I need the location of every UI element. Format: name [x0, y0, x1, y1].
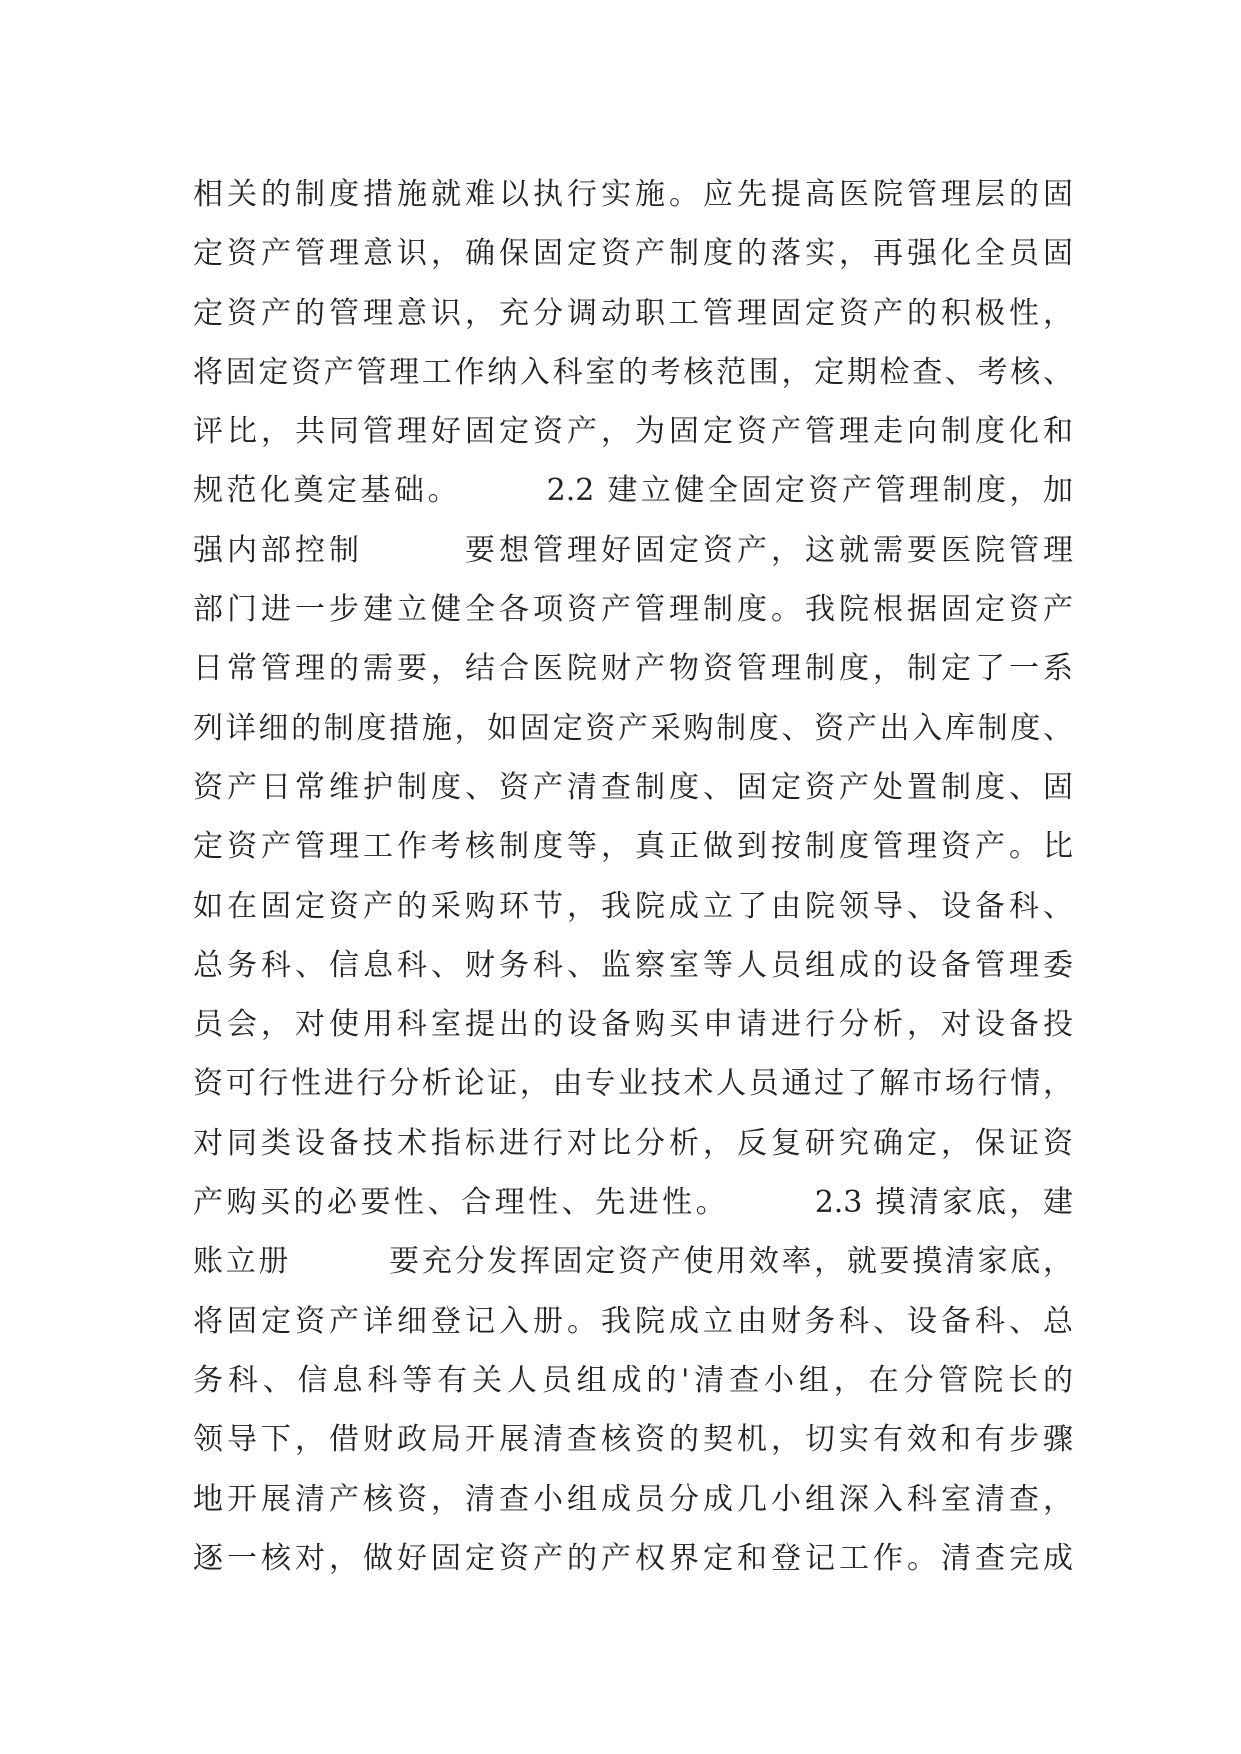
text-line: 定资产管理工作考核制度等，真正做到按制度管理资产。比 [193, 829, 1073, 865]
text-line: 地开展清产核资，清查小组成员分成几小组深入科室清查， [193, 1481, 1073, 1517]
text-line: 对同类设备技术指标进行对比分析，反复研究确定，保证资 [193, 1125, 1073, 1161]
text-line: 如在固定资产的采购环节，我院成立了由院领导、设备科、 [193, 888, 1073, 924]
text-line: 列详细的制度措施，如固定资产采购制度、资产出入库制度、 [193, 710, 1073, 746]
text-line: 相关的制度措施就难以执行实施。应先提高医院管理层的固 [193, 177, 1073, 212]
text-line: 定资产管理意识，确保固定资产制度的落实，再强化全员固 [193, 236, 1073, 272]
text-line: 账立册 要充分发挥固定资产使用效率，就要摸清家底， [193, 1244, 1073, 1280]
text-line: 务科、信息科等有关人员组成的'清查小组，在分管院长的 [193, 1362, 1073, 1398]
text-line: 产购买的必要性、合理性、先进性。 2.3 摸清家底，建 [193, 1185, 1073, 1221]
text-line: 总务科、信息科、财务科、监察室等人员组成的设备管理委 [193, 947, 1073, 983]
text-line: 领导下，借财政局开展清查核资的契机，切实有效和有步骤 [193, 1422, 1073, 1458]
text-line: 定资产的管理意识，充分调动职工管理固定资产的积极性， [193, 295, 1073, 331]
text-line: 资产日常维护制度、资产清查制度、固定资产处置制度、固 [193, 769, 1073, 805]
body-text [193, 165, 1073, 1588]
text-line: 规范化奠定基础。 2.2 建立健全固定资产管理制度，加 [193, 473, 1073, 509]
text-line: 强内部控制 要想管理好固定资产，这就需要医院管理 [193, 532, 1073, 568]
text-line: 部门进一步建立健全各项资产管理制度。我院根据固定资产 [193, 592, 1073, 628]
text-line: 将固定资产管理工作纳入科室的考核范围，定期检查、考核、 [193, 354, 1073, 390]
text-line: 将固定资产详细登记入册。我院成立由财务科、设备科、总 [193, 1303, 1073, 1339]
text-line: 资可行性进行分析论证，由专业技术人员通过了解市场行情， [193, 1066, 1073, 1102]
text-line: 评比，共同管理好固定资产，为固定资产管理走向制度化和 [193, 414, 1073, 450]
text-line: 日常管理的需要，结合医院财产物资管理制度，制定了一系 [193, 651, 1073, 687]
text-line: 逐一核对，做好固定资产的产权界定和登记工作。清查完成 [193, 1540, 1073, 1576]
text-line: 员会，对使用科室提出的设备购买申请进行分析，对设备投 [193, 1007, 1073, 1043]
